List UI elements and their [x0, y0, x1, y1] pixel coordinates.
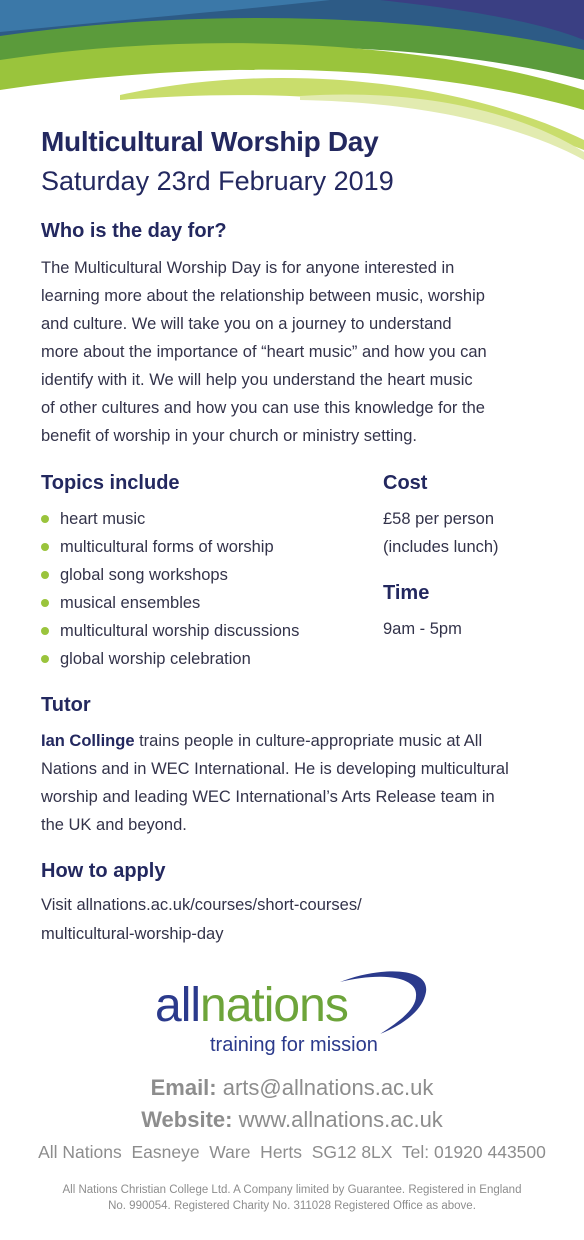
email-line	[0, 1075, 584, 1101]
who-line: The Multicultural Worship Day is for anyone interested in	[41, 259, 455, 277]
who-paragraph	[41, 254, 546, 450]
page-title: Multicultural Worship Day	[41, 126, 379, 157]
who-heading: Who is the day for?	[41, 220, 227, 242]
legal-line: All Nations Christian College Ltd. A Company limited by Guarantee. Registered in England	[62, 1184, 522, 1196]
who-line: learning more about the relationship between music, worship	[41, 287, 485, 305]
bullet-icon	[41, 599, 49, 607]
website-link[interactable]: www.allnations.ac.uk	[238, 1107, 443, 1132]
topic-label: multicultural forms of worship	[60, 538, 274, 556]
tutor-line: worship and leading WEC International’s Arts Release team in	[41, 788, 495, 806]
logo-tagline: training for mission	[210, 1034, 378, 1056]
who-line: of other cultures and how you can use this knowledge for the	[41, 399, 485, 417]
time-heading: Time	[383, 582, 430, 604]
tutor-line: Nations and in WEC International. He is developing multicultural	[41, 760, 509, 778]
list-item	[41, 561, 361, 589]
bullet-icon	[41, 571, 49, 579]
tutor-text: trains people in culture-appropriate music at All	[134, 732, 483, 750]
topic-label: musical ensembles	[60, 594, 201, 612]
topic-label: global song workshops	[60, 566, 228, 584]
list-item	[41, 589, 361, 617]
bullet-icon	[41, 515, 49, 523]
tutor-line: the UK and beyond.	[41, 816, 187, 834]
topics-list	[41, 505, 361, 673]
list-item	[41, 645, 361, 673]
tutor-line	[41, 727, 551, 755]
topics-heading: Topics include	[41, 472, 180, 494]
allnations-logo	[150, 968, 440, 1068]
who-line: identify with it. We will help you understand the heart music	[41, 371, 473, 389]
event-date: Saturday 23rd February 2019	[41, 166, 394, 196]
apply-url-line[interactable]: Visit allnations.ac.uk/courses/short-courses/	[41, 896, 362, 914]
website-label: Website:	[141, 1107, 233, 1132]
legal-line: No. 990054. Registered Charity No. 311028 Registered Office as above.	[108, 1200, 476, 1212]
logo-word-nations: nations	[200, 979, 348, 1032]
who-line: more about the importance of “heart music” and how you can	[41, 343, 487, 361]
bullet-icon	[41, 655, 49, 663]
topic-label: heart music	[60, 510, 146, 528]
legal-text	[30, 1182, 554, 1214]
tutor-heading: Tutor	[41, 694, 91, 716]
logo-arc-icon	[340, 968, 435, 1038]
apply-heading: How to apply	[41, 860, 166, 882]
website-line	[0, 1107, 584, 1133]
who-line: and culture. We will take you on a journey to understand	[41, 315, 452, 333]
topic-label: global worship celebration	[60, 650, 251, 668]
bullet-icon	[41, 627, 49, 635]
cost-heading: Cost	[383, 472, 428, 494]
cost-note: (includes lunch)	[383, 538, 499, 556]
email-link[interactable]: arts@allnations.ac.uk	[222, 1075, 434, 1100]
who-line: benefit of worship in your church or ministry setting.	[41, 427, 417, 445]
tutor-name: Ian Collinge	[41, 732, 135, 750]
list-item	[41, 533, 361, 561]
cost-details	[383, 505, 499, 561]
logo-word-all: all	[155, 979, 201, 1032]
tutor-paragraph	[41, 727, 551, 839]
time-value: 9am - 5pm	[383, 620, 462, 638]
logo-wordmark	[155, 978, 348, 1033]
email-label: Email:	[150, 1075, 217, 1100]
topic-label: multicultural worship discussions	[60, 622, 300, 640]
list-item	[41, 617, 361, 645]
cost-price: £58 per person	[383, 510, 494, 528]
apply-paragraph	[41, 891, 546, 949]
bullet-icon	[41, 543, 49, 551]
address-line: All Nations Easneye Ware Herts SG12 8LX Tel: 01920 443500	[38, 1142, 546, 1162]
apply-url-line[interactable]: multicultural-worship-day	[41, 925, 224, 943]
list-item	[41, 505, 361, 533]
